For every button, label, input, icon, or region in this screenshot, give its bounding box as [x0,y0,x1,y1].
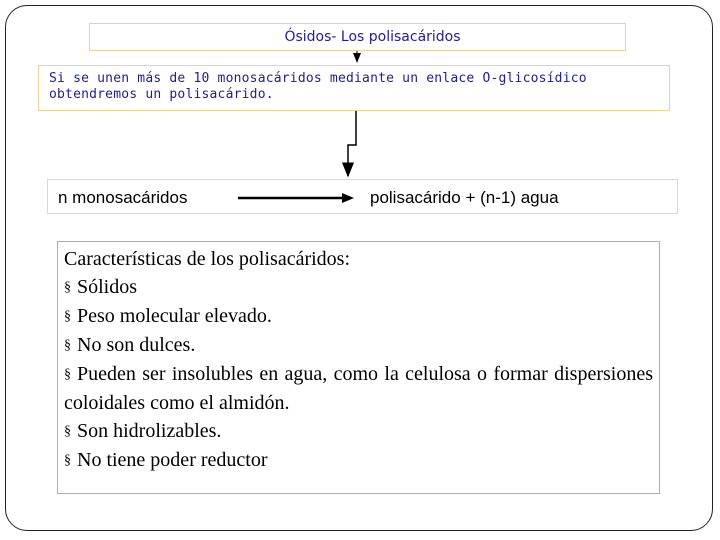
list-item: § Pueden ser insolubles en agua, como la celulosa o formar dispersiones coloidales como el almidón. [64,363,653,414]
title-box [89,23,626,51]
list-item: § No tiene poder reductor [64,449,268,471]
list-item: § Sólidos [64,276,138,298]
bullet-icon: § [64,309,71,324]
product-label: polisacárido + (n-1) agua [370,188,559,207]
characteristics-title: Características de los polisacáridos: [64,248,351,270]
definition-box [38,65,670,111]
definition-text: Si se unen más de 10 monosacáridos mediante un enlace O-glicosídico obtendremos un polisacárido. [49,71,587,102]
bullet-icon: § [64,280,71,295]
reaction-box [47,179,678,214]
reactant-label: n monosacáridos [58,188,188,207]
list-item: § No son dulces. [64,334,196,356]
bullet-icon: § [64,367,71,382]
bullet-icon: § [64,338,71,353]
characteristics-box [57,241,660,494]
reaction-arrow-icon [238,189,358,207]
bullet-icon: § [64,453,71,468]
list-item: § Son hidrolizables. [64,420,222,442]
definition-to-reaction-arrow [348,111,356,176]
list-item: § Peso molecular elevado. [64,305,272,327]
page-title: Ósidos- Los polisacáridos [284,29,461,45]
bullet-icon: § [64,424,71,439]
